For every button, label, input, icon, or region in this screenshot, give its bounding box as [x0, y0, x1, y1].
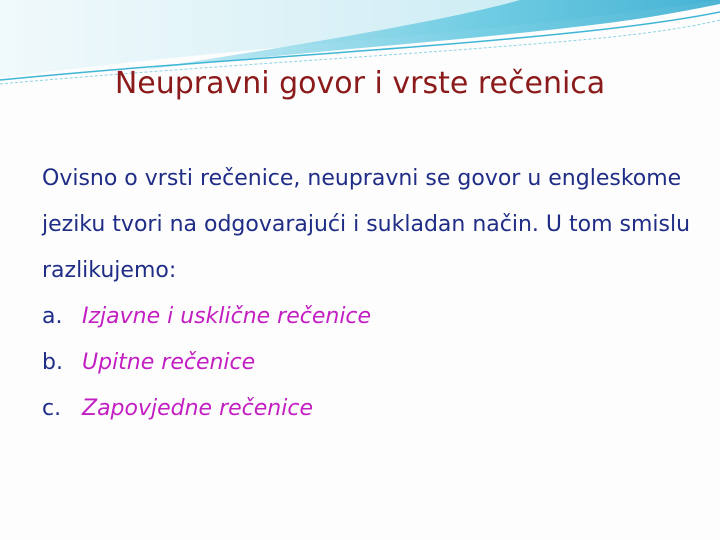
list-item-text: Izjavne i usklične rečenice	[82, 304, 372, 329]
list-marker: b.	[42, 350, 63, 375]
slide-title: Neupravni govor i vrste rečenica	[114, 66, 606, 101]
slide-body	[42, 156, 702, 432]
list-item	[42, 294, 702, 340]
sentence-type-list	[42, 294, 702, 432]
list-item	[42, 386, 702, 432]
intro-paragraph: Ovisno o vrsti rečenice, neupravni se govor u engleskome jeziku tvori na odgovarajući i sukladan način. U tom smislu razlikujemo:	[42, 166, 691, 283]
list-marker: c.	[42, 396, 62, 421]
list-item-text: Upitne rečenice	[82, 350, 256, 375]
list-item-text: Zapovjedne rečenice	[82, 396, 313, 421]
list-item	[42, 340, 702, 386]
list-marker: a.	[42, 304, 63, 329]
